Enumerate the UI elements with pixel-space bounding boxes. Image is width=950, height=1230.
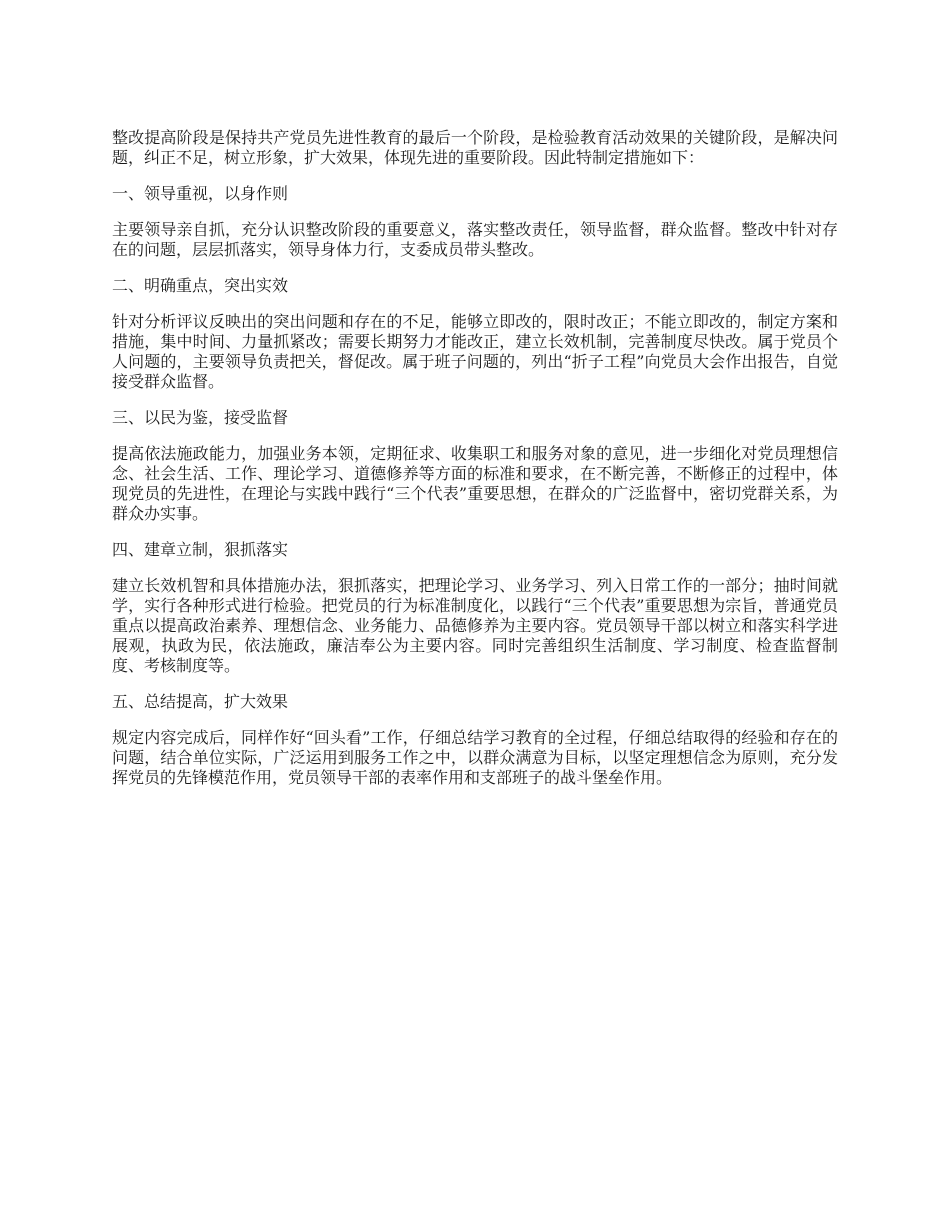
section-paragraph-2: 针对分析评议反映出的突出问题和存在的不足，能够立即改的，限时改正；不能立即改的，制定方案和措施，集中时间、力量抓紧改；需要长期努力才能改正，建立长效机制，完善制度尽快改。属于党员个人问题的，主要领导负责把关，督促改。属于班子问题的，列出“折子工程”向党员大会作出报告，自觉接受群众监督。 — [112, 312, 838, 391]
section-heading-1: 一、领导重视，以身作则 — [112, 184, 289, 203]
section-paragraph-1: 主要领导亲自抓，充分认识整改阶段的重要意义，落实整改责任，领导监督，群众监督。整改中针对存在的问题，层层抓落实，领导身体力行，支委成员带头整改。 — [112, 220, 838, 259]
section-heading-3: 三、以民为鉴，接受监督 — [112, 408, 289, 427]
section-paragraph-4: 建立长效机智和具体措施办法，狠抓落实，把理论学习、业务学习、列入日常工作的一部分；抽时间就学，实行各种形式进行检验。把党员的行为标准制度化，以践行“三个代表”重要思想为宗旨，普通党员重点以提高政治素养、理想信念、业务能力、品德修养为主要内容。党员领导干部以树立和落实科学进展观，执政为民，依法施政，廉洁奉公为主要内容。同时完善组织生活制度、学习制度、检查监督制度、考核制度等。 — [112, 576, 838, 675]
section-heading-2: 二、明确重点，突出实效 — [112, 276, 289, 295]
intro-paragraph: 整改提高阶段是保持共产党员先进性教育的最后一个阶段，是检验教育活动效果的关键阶段，是解决问题，纠正不足，树立形象，扩大效果，体现先进的重要阶段。因此特制定措施如下： — [112, 128, 838, 167]
section-heading-5: 五、总结提高，扩大效果 — [112, 692, 289, 711]
section-heading-4: 四、建章立制，狠抓落实 — [112, 540, 289, 559]
document-body — [112, 128, 838, 804]
section-paragraph-3: 提高依法施政能力，加强业务本领，定期征求、收集职工和服务对象的意见，进一步细化对党员理想信念、社会生活、工作、理论学习、道德修养等方面的标准和要求，在不断完善，不断修正的过程中，体现党员的先进性，在理论与实践中践行“三个代表”重要思想，在群众的广泛监督中，密切党群关系，为群众办实事。 — [112, 444, 838, 523]
section-paragraph-5: 规定内容完成后，同样作好“回头看”工作，仔细总结学习教育的全过程，仔细总结取得的经验和存在的问题，结合单位实际，广泛运用到服务工作之中，以群众满意为目标，以坚定理想信念为原则，充分发挥党员的先锋模范作用，党员领导干部的表率作用和支部班子的战斗堡垒作用。 — [112, 728, 838, 787]
